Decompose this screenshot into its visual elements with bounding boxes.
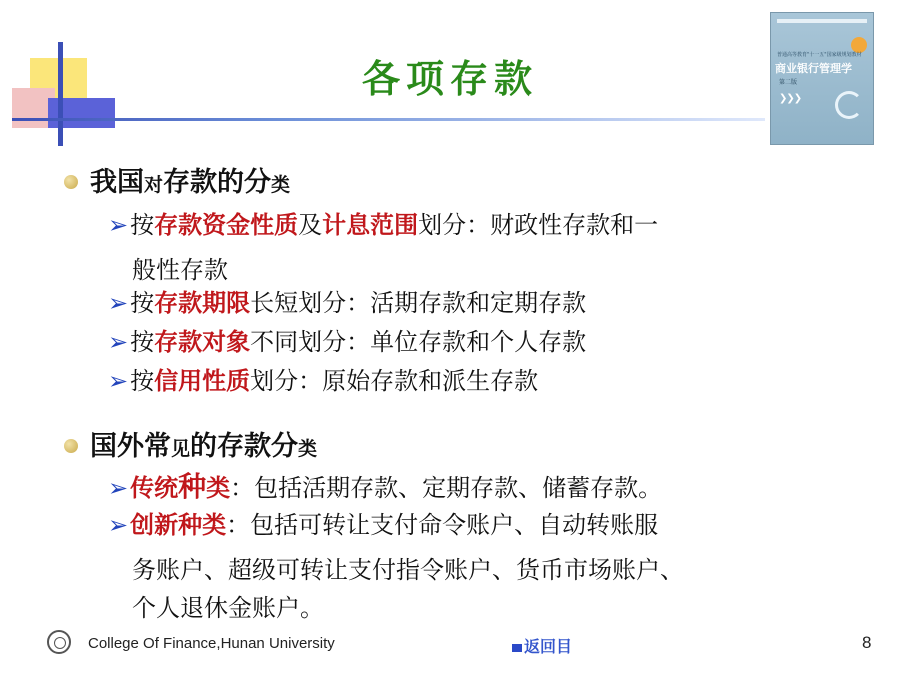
- arrow-bullet-icon: ➢: [108, 328, 129, 356]
- item-prefix: 按: [130, 289, 155, 317]
- list-item: [108, 323, 586, 361]
- item-text: ：包括活期存款、定期存款、储蓄存款。: [230, 474, 663, 502]
- book-series-text: 普通高等教育"十一五"国家级规划教材: [777, 52, 862, 58]
- section-heading-domestic: [64, 160, 290, 199]
- item-prefix: 按: [130, 367, 155, 395]
- title-underline: [12, 118, 765, 121]
- item-highlight: 信用性质: [154, 366, 251, 395]
- heading-part-small: 类: [271, 174, 291, 196]
- heading-part-small: 类: [298, 438, 318, 460]
- return-icon: [512, 644, 522, 652]
- book-edition: 第二版: [779, 79, 798, 86]
- item-highlight: 传统: [130, 473, 179, 502]
- item-continuation: 般性存款: [132, 256, 228, 284]
- item-highlight: 计息范围: [322, 210, 419, 239]
- return-link-label: 返回目: [524, 637, 573, 656]
- list-item: [108, 362, 538, 400]
- footer-college: College Of Finance,Hunan University: [88, 635, 335, 652]
- return-link[interactable]: [512, 634, 572, 657]
- heading-part: 存款的分: [163, 167, 272, 198]
- slide-title: 各项存款: [361, 56, 538, 101]
- item-text: 划分：原始存款和派生存款: [250, 367, 539, 395]
- page-number: 8: [862, 633, 872, 652]
- item-text: 不同划分：单位存款和个人存款: [250, 328, 587, 356]
- arrow-bullet-icon: ➢: [108, 289, 129, 317]
- item-highlight: 存款资金性质: [154, 210, 299, 239]
- list-item: [108, 506, 658, 544]
- heading-part: 的存款分: [190, 431, 299, 462]
- heading-part-small: 见: [171, 438, 191, 460]
- section-heading-foreign: [64, 424, 317, 463]
- book-ring-icon: [835, 91, 863, 119]
- university-seal-icon: [47, 630, 71, 654]
- heading-part-small: 对: [144, 174, 164, 196]
- list-item: [108, 468, 662, 507]
- item-highlight: 存款对象: [154, 327, 251, 356]
- book-title: 商业银行管理学: [775, 62, 852, 75]
- item-prefix: 按: [130, 211, 155, 239]
- arrow-bullet-icon: ➢: [108, 211, 129, 239]
- list-item: [108, 206, 658, 244]
- heading-part: 国外常: [90, 431, 171, 462]
- item-mid: 及: [298, 211, 323, 239]
- item-text: ：包括可转让支付命令账户、自动转账服: [226, 511, 659, 539]
- item-highlight: 创新种类: [130, 510, 227, 539]
- bullet-icon: [64, 175, 78, 189]
- item-continuation: 个人退休金账户。: [132, 594, 324, 622]
- item-prefix: 按: [130, 328, 155, 356]
- arrow-bullet-icon: ➢: [108, 367, 129, 395]
- book-chevron-icon: ❯❯❯: [779, 93, 802, 104]
- bullet-icon: [64, 439, 78, 453]
- item-continuation: 务账户、超级可转让支付指令账户、货币市场账户、: [132, 556, 684, 584]
- item-highlight: 类: [206, 473, 231, 502]
- list-item: [108, 284, 586, 322]
- item-highlight: 存款期限: [154, 288, 251, 317]
- arrow-bullet-icon: ➢: [108, 511, 129, 539]
- book-top-band: [777, 19, 867, 23]
- arrow-bullet-icon: ➢: [108, 474, 129, 502]
- item-text: 划分：财政性存款和一: [418, 211, 659, 239]
- book-cover-image: [770, 12, 874, 145]
- item-text: 长短划分：活期存款和定期存款: [250, 289, 587, 317]
- item-highlight: 种: [178, 470, 207, 503]
- heading-part: 我国: [90, 167, 144, 198]
